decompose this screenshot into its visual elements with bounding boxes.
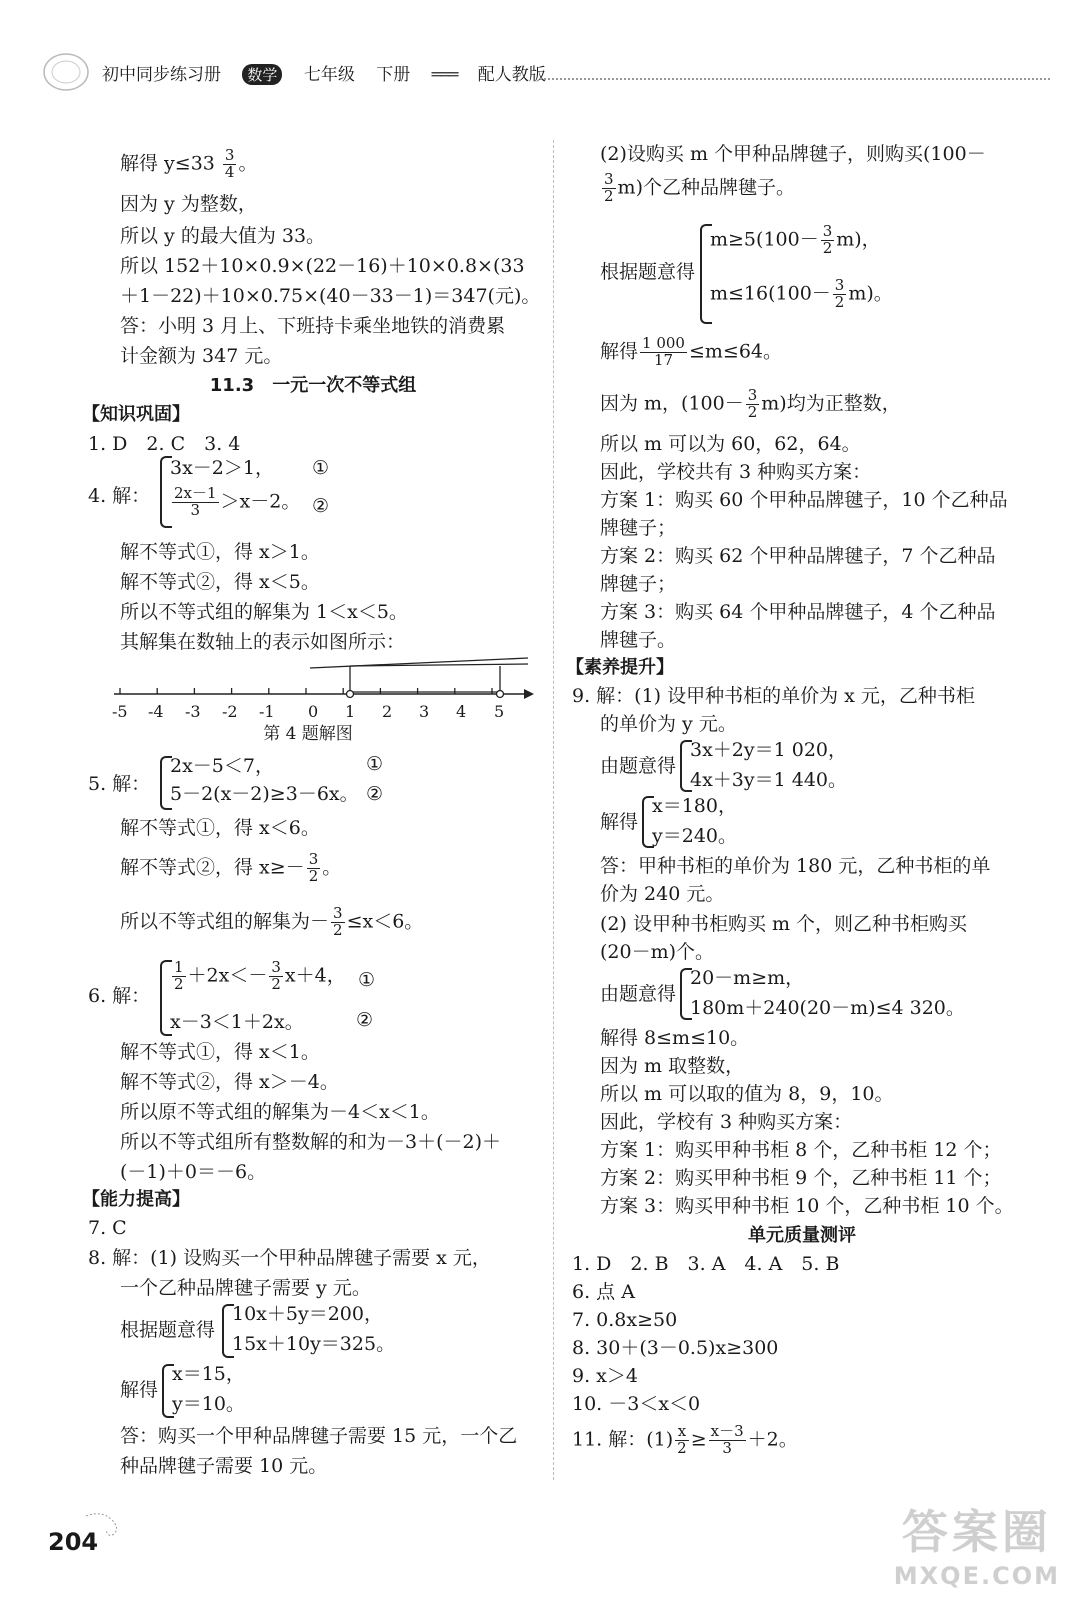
text-line: 方案 3：购买甲种书柜 10 个，乙种书柜 10 个。 <box>600 1195 1014 1217</box>
text-line: 方案 2：购买 62 个甲种品牌毽子，7 个乙种品 <box>600 545 996 567</box>
grade-label: 七年级 <box>303 65 355 85</box>
text-line: 解不等式①，得 x＜6。 <box>120 817 320 839</box>
text-line: 价为 240 元。 <box>600 883 725 905</box>
text-line: 方案 1：购买 60 个甲种品牌毽子，10 个乙种品 <box>600 489 1008 511</box>
text-line: 其解集在数轴上的表示如图所示： <box>120 631 406 653</box>
page-header <box>40 48 1050 98</box>
decorative-swirl-icon <box>84 1510 134 1540</box>
equation-line: 3x＋2y＝1 020， <box>690 739 848 761</box>
text-line: 解不等式②，得 x＞－4。 <box>120 1071 339 1093</box>
eq-marker: ② <box>356 1009 374 1031</box>
text-line: 方案 1：购买甲种书柜 8 个，乙种书柜 12 个； <box>600 1139 1002 1161</box>
answer-line: 1. D 2. B 3. A 4. A 5. B <box>572 1253 840 1275</box>
text-line: 方案 3：购买 64 个甲种品牌毽子，4 个乙种品 <box>600 601 996 623</box>
answer-line: 11. 解：(1) $\frac{x}{2}$ ≥ $\frac{x-3}{3}$ ＋2。 <box>572 1422 798 1457</box>
text-line: (20－m)个。 <box>600 941 715 963</box>
tick-label: -2 <box>222 702 238 721</box>
equation-line: 2x－5＜7， <box>170 755 274 777</box>
column-divider <box>553 140 554 1480</box>
equation-line: 10x＋5y＝200， <box>232 1303 383 1325</box>
equation-line: x－3＜1＋2x。 <box>170 1011 304 1033</box>
text-line: 9. 解：(1) 设甲种书柜的单价为 x 元，乙种书柜 <box>572 685 975 707</box>
section-title: 单元质量测评 <box>748 1225 856 1246</box>
tick-label: -1 <box>259 702 275 721</box>
equation-line: 5－2(x－2)≥3－6x。 <box>170 783 359 805</box>
equation-line: m≥5(100－ $\frac{3}{2}$ m)， <box>710 222 881 257</box>
tick-label: 3 <box>419 702 430 721</box>
answer-line: 10. －3＜x＜0 <box>572 1393 701 1415</box>
section-heading: 【知识巩固】 <box>82 404 190 425</box>
edition-label: 配人教版 <box>477 65 546 85</box>
text-line: 由题意得 <box>600 983 677 1005</box>
text-line: 解不等式①，得 x＞1。 <box>120 541 320 563</box>
section-heading: 【素养提升】 <box>566 657 674 678</box>
text-line: ＋1－22)＋10×0.75×(40－33－1)＝347(元)。 <box>120 285 541 307</box>
text-line: 所以不等式组的解集为 1＜x＜5。 <box>120 601 408 623</box>
answer-line: 9. x＞4 <box>572 1365 638 1387</box>
equation-line: 20－m≥m， <box>690 967 805 989</box>
text-line: 牌毽子。 <box>600 629 677 651</box>
equation-line: $\frac{1}{2}$ ＋2x＜－ $\frac{3}{2}$ x＋4， <box>174 958 346 993</box>
text-line: 解得 $\frac{1 000}{17}$ ≤m≤64。 <box>600 334 783 369</box>
text-line: 方案 2：购买甲种书柜 9 个，乙种书柜 11 个； <box>600 1167 1002 1189</box>
text-line: 的单价为 y 元。 <box>600 713 737 735</box>
answer-line: 7. 0.8x≥50 <box>572 1309 678 1331</box>
watermark <box>894 1496 1060 1590</box>
text-line: 因为 m 取整数， <box>600 1055 745 1077</box>
text-line: 所以 m 可以为 60，62，64。 <box>600 433 861 455</box>
eq-marker: ① <box>312 457 330 479</box>
eq-marker: ① <box>358 969 376 991</box>
tick-label: -4 <box>148 702 164 721</box>
text-line: (2) 设甲种书柜购买 m 个，则乙种书柜购买 <box>600 913 968 935</box>
equation-line: 3x－2＞1， <box>170 457 274 479</box>
figure-caption: 第 4 题解图 <box>263 724 353 744</box>
tick-label: 1 <box>345 702 356 721</box>
tick-label: 5 <box>494 702 505 721</box>
answer-line: 6. 点 A <box>572 1281 635 1303</box>
equation-line: x＝180， <box>652 795 737 817</box>
text-line: 8. 解：(1) 设购买一个甲种品牌毽子需要 x 元， <box>88 1247 491 1269</box>
tick-label: 0 <box>308 702 319 721</box>
eq-marker: ② <box>366 783 384 805</box>
text-line: 解不等式②，得 x≥－ $\frac{3}{2}$ 。 <box>120 850 342 885</box>
equation-line: m≤16(100－ $\frac{3}{2}$ m)。 <box>710 276 893 311</box>
text-line: 所以不等式组的解集为－ $\frac{3}{2}$ ≤x＜6。 <box>120 904 424 939</box>
text-line: 解不等式②，得 x＜5。 <box>120 571 320 593</box>
book-logo-icon <box>40 48 98 94</box>
tick-label: -5 <box>112 702 128 721</box>
subject-badge: 数学 <box>242 64 282 85</box>
text-line: 牌毽子； <box>600 573 677 595</box>
equation-line: 4x＋3y＝1 440。 <box>690 769 848 791</box>
header-title <box>102 60 562 85</box>
text-line: 解得 <box>600 811 639 833</box>
text-line: $\frac{3}{2}$ m)个乙种品牌毽子。 <box>604 170 795 205</box>
header-dotted-rule <box>540 78 1050 80</box>
eq-marker: ② <box>312 495 330 517</box>
watermark-url: MXQE.COM <box>893 1562 1060 1590</box>
text-line: 所以不等式组所有整数解的和为－3＋(－2)＋ <box>120 1131 502 1153</box>
text-line: 一个乙种品牌毽子需要 y 元。 <box>120 1277 371 1299</box>
answer-line: 7. C <box>88 1217 127 1239</box>
header-rule: ═══ <box>431 65 457 85</box>
volume-label: 下册 <box>376 65 411 85</box>
book-title: 初中同步练习册 <box>102 65 221 85</box>
question-label: 6. 解： <box>88 985 151 1007</box>
tick-label: 4 <box>456 702 467 721</box>
text-line: 答：小明 3 月上、下班持卡乘坐地铁的消费累 <box>120 315 506 337</box>
page-number: 204 <box>48 1528 99 1556</box>
question-label: 4. 解： <box>88 485 151 507</box>
text-line: 因为 m，(100－ $\frac{3}{2}$ m)均为正整数， <box>600 386 901 421</box>
text-line: 由题意得 <box>600 755 677 777</box>
equation-line: y＝10。 <box>172 1393 245 1415</box>
answer-line: 1. D 2. C 3. 4 <box>88 433 241 455</box>
text-line: 牌毽子； <box>600 517 677 539</box>
text-line: 解得 y≤33 $\frac{3}{4}$ 。 <box>120 146 258 181</box>
text-line: 种品牌毽子需要 10 元。 <box>120 1455 328 1477</box>
text-line: 答：甲种书柜的单价为 180 元，乙种书柜的单 <box>600 855 991 877</box>
text-line: (2)设购买 m 个甲种品牌毽子，则购买(100－ <box>600 143 986 165</box>
watermark-logo: 答案圈 <box>901 1505 1052 1559</box>
text-line: 解得 8≤m≤10。 <box>600 1027 750 1049</box>
text-line: 所以 152＋10×0.9×(22－16)＋10×0.8×(33 <box>120 255 525 277</box>
section-title: 11.3 一元一次不等式组 <box>209 375 417 396</box>
text-line: 所以 y 的最大值为 33。 <box>120 225 326 247</box>
text-line: 所以 m 可以取的值为 8，9，10。 <box>600 1083 894 1105</box>
equation-line: 180m＋240(20－m)≤4 320。 <box>690 997 965 1019</box>
section-heading: 【能力提高】 <box>82 1189 190 1210</box>
equation-line: 15x＋10y＝325。 <box>232 1333 396 1355</box>
text-line: (－1)＋0＝－6。 <box>120 1161 267 1183</box>
equation-line: $\frac{2x-1}{3}$ ＞x－2。 <box>174 484 301 519</box>
text-line: 根据题意得 <box>120 1319 216 1341</box>
text-line: 答：购买一个甲种品牌毽子需要 15 元，一个乙 <box>120 1425 518 1447</box>
equation-line: x＝15， <box>172 1363 245 1385</box>
text-line: 因为 y 为整数， <box>120 193 257 215</box>
text-line: 解不等式①，得 x＜1。 <box>120 1041 320 1063</box>
tick-label: 2 <box>382 702 393 721</box>
equation-line: y＝240。 <box>652 825 737 847</box>
answer-line: 8. 30＋(3－0.5)x≥300 <box>572 1337 779 1359</box>
eq-marker: ① <box>366 753 384 775</box>
text-line: 因此，学校有 3 种购买方案： <box>600 1111 853 1133</box>
text-line: 解得 <box>120 1379 159 1401</box>
text-line: 因此，学校共有 3 种购买方案： <box>600 461 872 483</box>
tick-label: -3 <box>185 702 201 721</box>
question-label: 5. 解： <box>88 773 151 795</box>
text-line: 根据题意得 <box>600 261 696 283</box>
text-line: 计金额为 347 元。 <box>120 345 283 367</box>
text-line: 所以原不等式组的解集为－4＜x＜1。 <box>120 1101 440 1123</box>
